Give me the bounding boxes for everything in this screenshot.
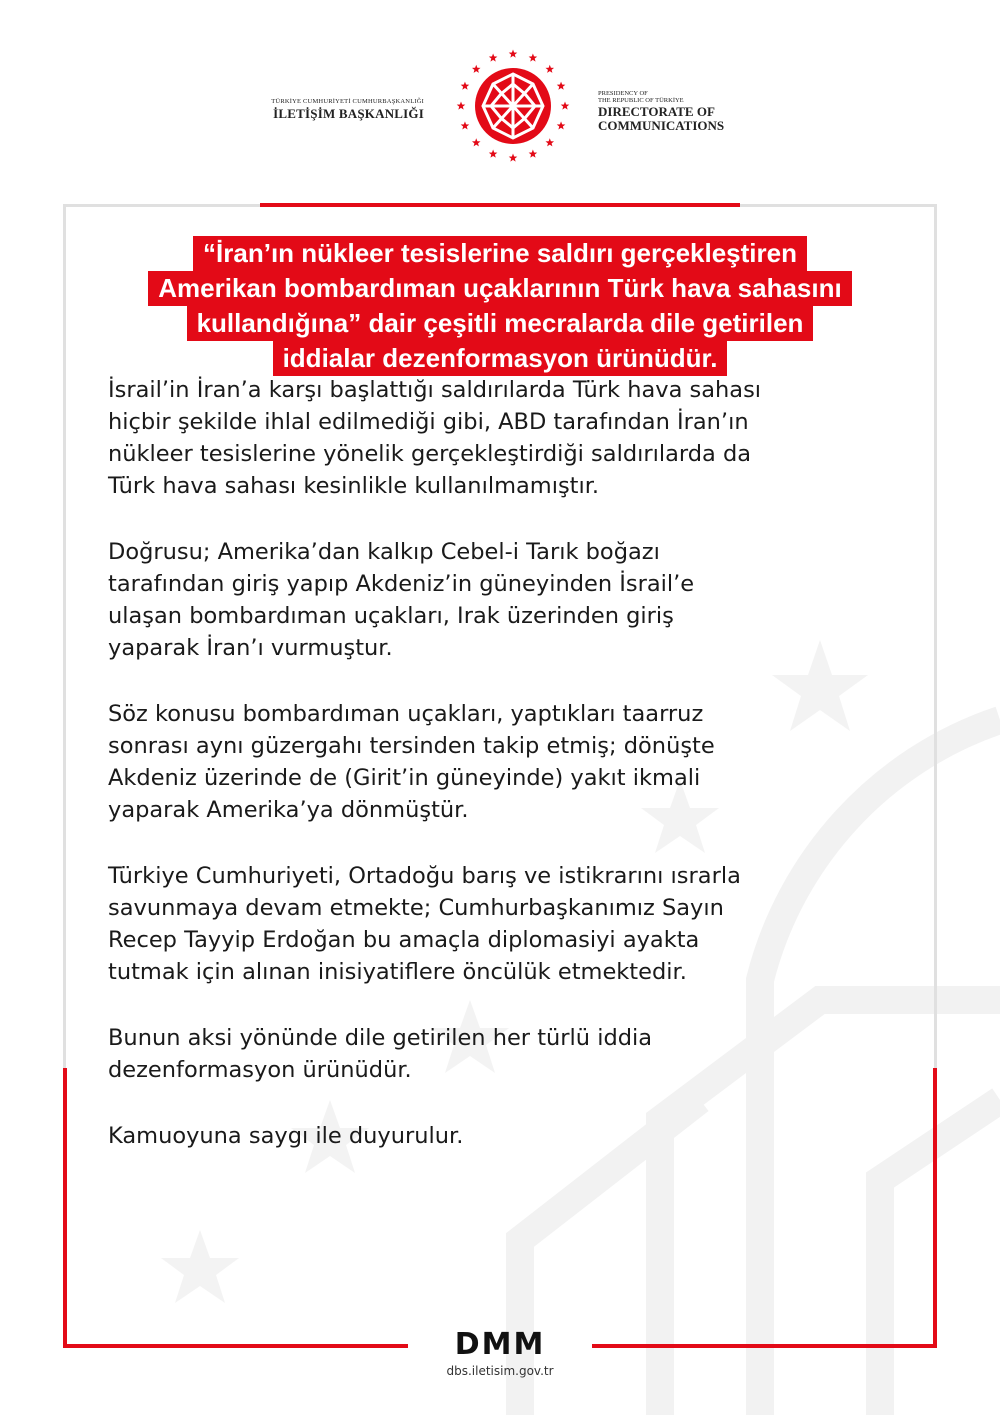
page-header (0, 48, 1000, 178)
seal-star-icon (461, 121, 470, 129)
paragraph-closing (108, 1120, 908, 1152)
header-right-subtitle-2: THE REPUBLIC OF TÜRKİYE (598, 97, 684, 104)
frame-right-accent (933, 1068, 937, 1348)
seal-star-icon (529, 150, 538, 158)
seal-star-icon (472, 138, 481, 146)
text-line: yaparak İran’ı vurmuştur. (108, 635, 393, 661)
headline (90, 236, 910, 376)
text-line: ulaşan bombardıman uçakları, Irak üzerinden giriş (108, 603, 674, 629)
seal-star-icon (509, 50, 518, 58)
paragraph-diplomacy (108, 860, 908, 988)
header-right-block (598, 90, 724, 132)
header-left-subtitle: TÜRKİYE CUMHURİYETİ CUMHURBAŞKANLIĞI (271, 98, 424, 105)
frame-bottom-left-accent (63, 1344, 408, 1348)
text-line: Türk hava sahası kesinlikle kullanılmamıştır. (108, 473, 600, 499)
seal-star-icon (472, 65, 481, 73)
header-right-subtitle-1: PRESIDENCY OF (598, 90, 648, 97)
text-line: nükleer tesislerine yönelik gerçekleştirdiği saldırılarda da (108, 441, 752, 467)
seal-star-icon (457, 102, 466, 110)
paragraph-disinformation (108, 1022, 908, 1086)
statement-body (108, 374, 908, 1186)
headline-line: kullandığına” dair çeşitli mecralarda dile getirilen (187, 306, 814, 341)
seal-star-icon (545, 138, 554, 146)
text-line: yaparak Amerika’ya dönmüştür. (108, 797, 469, 823)
paragraph-return (108, 698, 908, 826)
watermark-star-icon (161, 1230, 239, 1303)
page-footer (400, 1327, 600, 1378)
header-left-title: İLETİŞİM BAŞKANLIĞI (273, 106, 424, 121)
paragraph-route (108, 536, 908, 664)
text-line: Bunun aksi yönünde dile getirilen her türlü iddia (108, 1025, 653, 1051)
text-line: savunmaya devam etmekte; Cumhurbaşkanımız Sayın (108, 895, 724, 921)
frame-bottom-right-accent (592, 1344, 937, 1348)
seal-star-icon (529, 53, 538, 61)
text-line: tutmak için alınan inisiyatiflere öncülük etmektedir. (108, 959, 687, 985)
text-line: Doğrusu; Amerika’dan kalkıp Cebel-i Tarık boğazı (108, 539, 660, 565)
text-line: tarafından giriş yapıp Akdeniz’in güneyinden İsrail’e (108, 571, 695, 597)
seal-star-icon (489, 150, 498, 158)
text-line: dezenformasyon ürünüdür. (108, 1057, 412, 1083)
footer-url[interactable]: dbs.iletisim.gov.tr (446, 1364, 554, 1378)
text-line: Akdeniz üzerinde de (Girit’in güneyinde) yakıt ikmali (108, 765, 701, 791)
seal-star-icon (489, 53, 498, 61)
text-line: sonrası aynı güzergahı tersinden takip etmiş; dönüşte (108, 733, 715, 759)
seal-star-icon (461, 82, 470, 90)
seal-star-icon (557, 121, 566, 129)
text-line: Söz konusu bombardıman uçakları, yaptıkları taarruz (108, 701, 704, 727)
seal-star-icon (561, 102, 570, 110)
seal-star-icon (557, 82, 566, 90)
header-left-block (271, 98, 424, 122)
header-right-title-1: DIRECTORATE OF (598, 104, 715, 119)
headline-line: Amerikan bombardıman uçaklarının Türk hava sahasını (148, 271, 851, 306)
text-line: İsrail’in İran’a karşı başlattığı saldırılarda Türk hava sahası (108, 377, 762, 403)
frame-top-accent (260, 203, 740, 207)
presidential-seal-icon (450, 48, 576, 174)
headline-line: iddialar dezenformasyon ürünüdür. (273, 341, 728, 376)
text-line: Türkiye Cumhuriyeti, Ortadoğu barış ve istikrarını ısrarla (108, 863, 741, 889)
seal-star-icon (509, 154, 518, 162)
paragraph-airspace (108, 374, 908, 502)
text-line: Recep Tayyip Erdoğan bu amaçla diplomasiyi ayakta (108, 927, 700, 953)
text-line: hiçbir şekilde ihlal edilmediği gibi, ABD tarafından İran’ın (108, 409, 749, 435)
headline-line: “İran’ın nükleer tesislerine saldırı gerçekleştiren (193, 236, 807, 271)
seal-star-icon (545, 65, 554, 73)
text-line: Kamuoyuna saygı ile duyurulur. (108, 1123, 464, 1149)
header-right-title-2: COMMUNICATIONS (598, 118, 725, 133)
dmm-logo: DMM (454, 1327, 546, 1362)
frame-left-accent (63, 1068, 67, 1348)
